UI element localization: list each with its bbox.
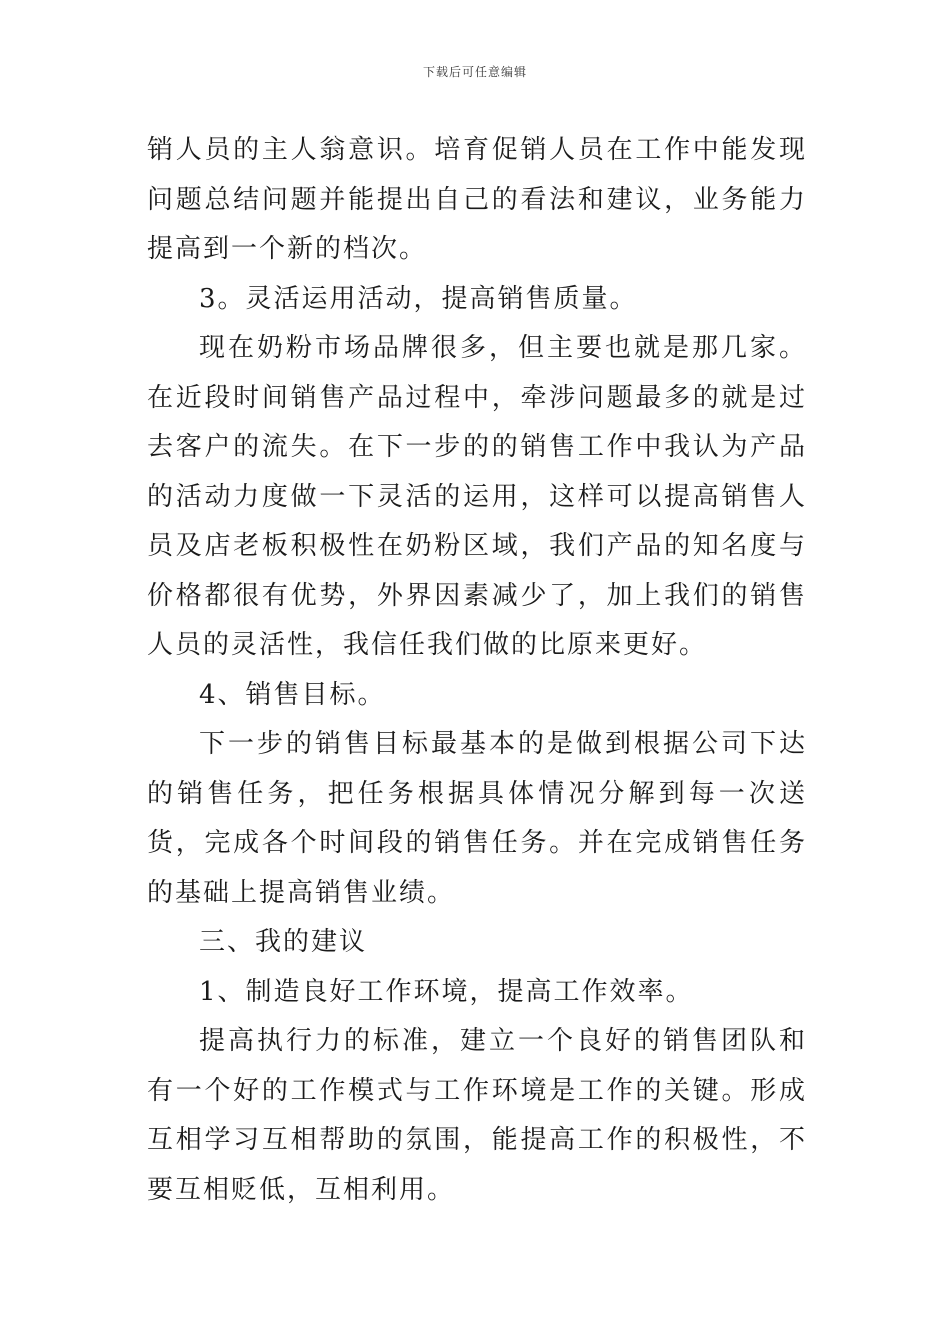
paragraph: 销人员的主人翁意识。培育促销人员在工作中能发现问题总结问题并能提出自己的看法和建议，业务能力提高到一个新的档次。	[147, 135, 807, 264]
section-heading: 3。灵活运用活动，提高销售质量。	[199, 283, 638, 314]
section-heading: 三、我的建议	[199, 927, 368, 957]
paragraph: 现在奶粉市场品牌很多，但主要也就是那几家。在近段时间销售产品过程中，牵涉问题最多的就是过去客户的流失。在下一步的的销售工作中我认为产品的活动力度做一下灵活的运用，这样可以提高销售人员及店老板积极性在奶粉区域，我们产品的知名度与价格都很有优势，外界因素减少了，加上我们的销售人员的灵活性，我信任我们做的比原来更好。	[147, 333, 807, 660]
paragraph: 提高执行力的标准，建立一个良好的销售团队和有一个好的工作模式与工作环境是工作的关键。形成互相学习互相帮助的氛围，能提高工作的积极性，不要互相贬低，互相利用。	[147, 1026, 807, 1205]
section-heading: 1、制造良好工作环境，提高工作效率。	[199, 976, 694, 1007]
document-body	[147, 126, 807, 1215]
paragraph: 下一步的销售目标最基本的是做到根据公司下达的销售任务，把任务根据具体情况分解到每一次送货，完成各个时间段的销售任务。并在完成销售任务的基础上提高销售业绩。	[147, 729, 807, 908]
header-note: 下载后可任意编辑	[422, 65, 527, 79]
section-heading: 4、销售目标。	[199, 679, 386, 710]
